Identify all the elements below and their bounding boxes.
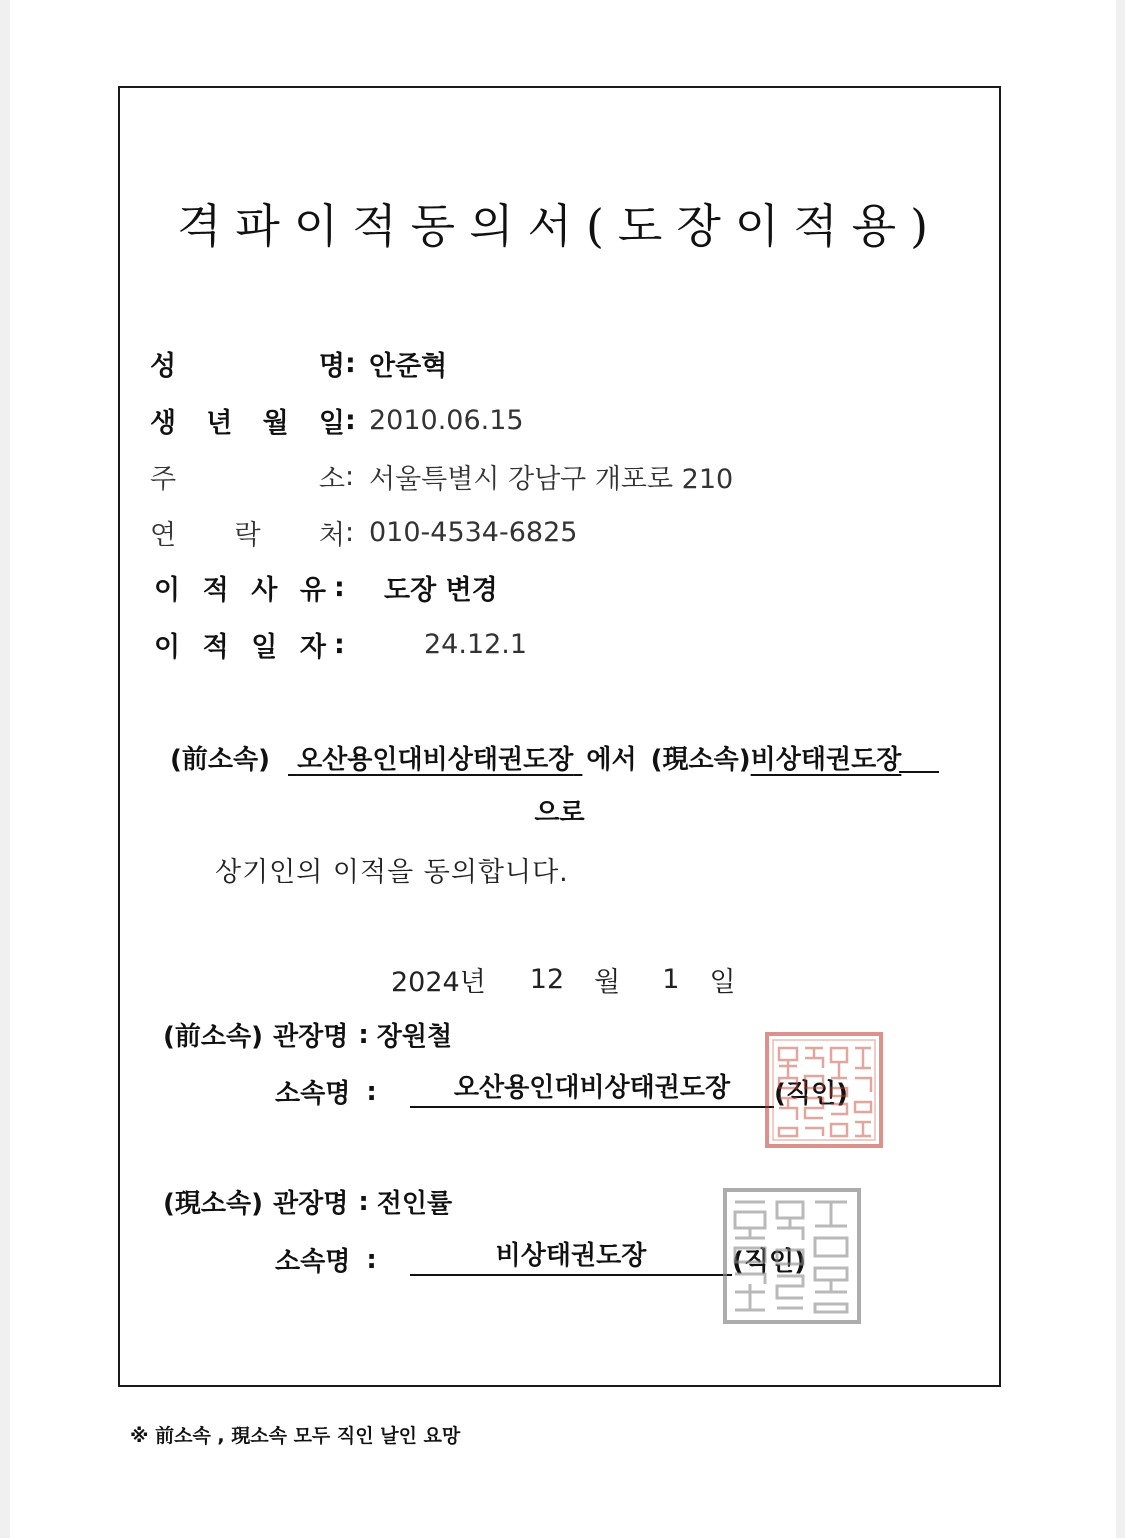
signing-date	[391, 960, 736, 999]
field-contact-row	[150, 512, 577, 552]
date-year: 2024년	[391, 967, 486, 998]
previous-prefix: (前소속)	[163, 1022, 263, 1052]
contact-value: 010-4534-6825	[369, 516, 578, 548]
to-word: 으로	[534, 798, 585, 828]
field-label: 생 년 월 일	[150, 407, 345, 439]
previous-org-colon: :	[366, 1076, 377, 1107]
previous-official-seal	[765, 1032, 883, 1148]
current-prefix: (現소속)	[163, 1189, 263, 1219]
reason-value: 도장 변경	[384, 574, 498, 606]
previous-gym-name: 오산용인대비상태권도장	[297, 744, 574, 775]
current-head-row	[163, 1183, 452, 1220]
field-label: 성 명	[150, 350, 345, 382]
consent-statement: 상기인의 이적을 동의합니다.	[215, 857, 569, 888]
current-org-label: 소속명	[275, 1247, 351, 1277]
field-colon: :	[345, 460, 355, 492]
field-transfer-date-row	[154, 624, 527, 664]
current-gym-name: 비상태권도장	[750, 744, 902, 775]
previous-org-name-line	[410, 1068, 774, 1108]
current-org-name: 비상태권도장	[495, 1241, 647, 1271]
date-day-unit: 일	[709, 967, 736, 998]
transfer-sentence	[170, 737, 939, 777]
field-colon: :	[334, 628, 345, 660]
date-day: 1	[662, 964, 680, 995]
field-address-row	[150, 456, 733, 496]
current-org-colon: :	[366, 1244, 377, 1275]
field-birthdate-row	[150, 400, 524, 440]
previous-affiliation-prefix: (前소속)	[170, 744, 270, 775]
date-month-unit: 월	[594, 967, 621, 998]
field-name-row	[150, 343, 447, 383]
address-value: 서울특별시 강남구 개포로 210	[369, 463, 734, 495]
current-head-name: 전인률	[376, 1189, 453, 1219]
field-label: 이 적 사 유	[154, 574, 326, 606]
date-month: 12	[529, 964, 565, 995]
current-head-colon: :	[358, 1186, 369, 1217]
field-reason-row	[154, 567, 498, 607]
from-word: 에서	[586, 744, 637, 775]
field-colon: :	[334, 571, 345, 603]
current-org-name-line	[410, 1236, 732, 1276]
footnote: ※ 前소속 , 現소속 모두 직인 날인 요망	[130, 1425, 461, 1447]
underline-extension	[899, 741, 939, 773]
current-head-label: 관장명	[273, 1189, 349, 1219]
previous-head-row	[163, 1016, 452, 1053]
field-colon: :	[345, 347, 356, 379]
previous-head-name: 장원철	[376, 1022, 453, 1052]
name-value: 안준혁	[369, 350, 448, 382]
previous-org-name: 오산용인대비상태권도장	[453, 1073, 731, 1103]
field-colon: :	[345, 516, 355, 548]
previous-head-label: 관장명	[273, 1022, 349, 1052]
document-title: 격파이적동의서(도장이적용)	[176, 199, 943, 253]
field-label: 연 락 처	[150, 519, 345, 551]
previous-org-label-row	[275, 1073, 377, 1110]
current-org-label-row	[275, 1241, 377, 1278]
transfer-date-value: 24.12.1	[424, 628, 528, 660]
current-seal-note: (직인)	[732, 1247, 806, 1277]
field-label: 주 소	[150, 463, 345, 495]
current-official-seal	[723, 1188, 861, 1324]
previous-seal-note: (직인)	[774, 1079, 848, 1109]
previous-head-colon: :	[358, 1019, 369, 1050]
birthdate-value: 2010.06.15	[369, 404, 524, 436]
current-affiliation-prefix: (現소속)	[650, 744, 751, 775]
previous-org-label: 소속명	[275, 1079, 351, 1109]
field-label: 이 적 일 자	[154, 631, 326, 663]
field-colon: :	[345, 404, 356, 436]
